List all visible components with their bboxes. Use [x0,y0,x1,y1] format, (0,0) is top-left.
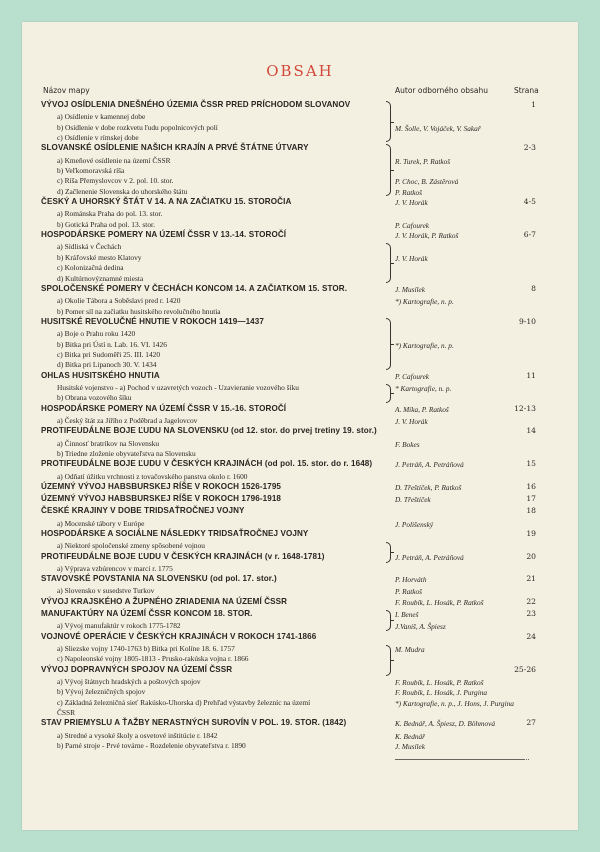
toc-subentry: b) Vývoj železničných spojov [57,687,146,697]
toc-author: I. Beneš [395,610,419,619]
toc-section-title: VÝVOJ DOPRAVNÝCH SPOJOV NA ÚZEMÍ ČSSR [41,664,233,674]
toc-section-title: PROTIFEUDÁLNE BOJE ĽUDU V ČESKÝCH KRAJINÁCH (od pol. 15. stor. do r. 1648) [41,459,373,469]
group-brace [386,318,391,370]
toc-author: J. Petráň, A. Petráňová [395,552,464,562]
toc-page-number: 27 [526,718,536,728]
toc-section-title: VOJNOVÉ OPERÁCIE V ČESKÝCH KRAJINÁCH V ROKOCH 1741-1866 [41,631,317,641]
toc-list [22,22,578,830]
toc-subentry: a) Odňatí úžitku vrchnosti z tovačovského panstva okolo r. 1600 [57,471,248,481]
toc-subentry: b) Obrana vozového šíku [57,393,132,403]
toc-section-title: ČESKÝ A UHORSKÝ ŠTÁT V 14. A NA ZAČIATKU 15. STOROČIA [41,197,292,207]
toc-subentry: c) Osídlenie v rímskej dobe [57,133,139,142]
toc-page-number: 24 [526,631,536,641]
toc-author: F. Bokes [395,439,420,449]
toc-subentry: a) Činnosť bratríkov na Slovensku [57,438,160,448]
toc-subentry: d) Kultúrnovýznamné miesta [57,273,144,283]
toc-section-title: SLOVANSKÉ OSÍDLENIE NAŠICH KRAJÍN A PRVÉ ŠTÁTNE ÚTVARY [41,143,309,153]
toc-subentry: a) Stredné a vysoké školy a osvetové inštitúcie r. 1842 [57,730,218,740]
toc-page-number: 9-10 [518,317,536,326]
header-author: Autor odborného obsahu [395,86,488,95]
toc-section-title: ÚZEMNÝ VÝVOJ HABSBURSKEJ RÍŠE V ROKOCH 1796-1918 [41,494,282,504]
toc-page-number: 14 [526,426,536,436]
toc-subentry: a) Okolie Tábora a Soběslavi pred r. 1420 [57,296,181,306]
toc-page-number: 15 [526,459,536,469]
group-brace [386,384,391,403]
toc-page-number: 22 [526,596,536,606]
toc-author: P. Cafourek [395,220,430,230]
toc-subentry: c) Ríša Přemyslovcov v 2. pol. 10. stor. [57,176,174,186]
toc-subentry: b) Bitka pri Ústí n. Lab. 16. VI. 1426 [57,339,167,349]
toc-author: *) Kartografie, n. p., J. Hons, J. Purgina [395,698,514,708]
toc-subentry: d) Začlenenie Slovenska do uhorského štátu [57,186,188,196]
toc-page-number: 6-7 [523,230,536,240]
toc-author: F. Roubík, L. Hosák, P. Ratkoš [395,677,484,687]
toc-author: D. Třeštíček, P. Ratkoš [395,483,462,492]
toc-author: F. Roubík, L. Hosák, J. Purgina [395,688,488,698]
toc-author: M. Šolle, V. Vojáček, V. Sakař [395,123,481,133]
toc-section-title: HOSPODÁRSKE POMERY NA ÚZEMÍ ČSSR V 13.-14. STOROČÍ [41,230,287,240]
toc-subentry: a) Kmeňové osídlenie na území ČSSR [57,155,171,165]
toc-subentry: a) Český štát za Jiřího z Poděbrad a Jagelovcov [57,416,198,425]
toc-page-number: 11 [526,370,536,380]
toc-author: D. Třeštíček [395,495,431,505]
toc-page-number: 4-5 [523,197,536,207]
toc-author: J. V. Horák, P. Ratkoš [395,231,459,241]
toc-section-title: VÝVOJ OSÍDLENIA DNEŠNÉHO ÚZEMIA ČSSR PRED PRÍCHODOM SLOVANOV [41,100,351,109]
toc-subentry: ČSSR [57,708,76,717]
toc-page-number: 21 [526,574,536,584]
page-title: OBSAH [266,62,334,80]
toc-subentry: a) Mocenské tábory v Európe [57,518,145,528]
group-brace [386,610,391,631]
toc-section-title: VÝVOJ KRAJSKÉHO A ŽUPNÉHO ZRIADENIA NA ÚZEMÍ ČSSR [41,596,288,606]
toc-subentry: a) Sliezske vojny 1740-1763 b) Bitka pri Kolíne 18. 6. 1757 [57,643,235,653]
toc-page-number: 20 [526,551,536,561]
toc-subentry: a) Osídlenie v kamennej dobe [57,112,146,122]
toc-subentry: a) Románska Praha do pol. 13. stor. [57,209,163,219]
toc-subentry: d) Bitka pri Lipanoch 30. V. 1434 [57,360,157,370]
toc-page-number: 8 [531,284,536,293]
toc-subentry: a) Boje o Prahu roku 1420 [57,329,136,339]
group-brace [386,243,391,283]
toc-page-number: 18 [526,506,536,516]
toc-section-title: HOSPODÁRSKE A SOCIÁLNE NÁSLEDKY TRIDSAŤROČNEJ VOJNY [41,529,309,538]
toc-author: A. Míka, P. Ratkoš [395,404,449,414]
toc-section-title: OHLAS HUSITSKÉHO HNUTIA [41,370,160,380]
toc-subentry: b) Osídlenie v dobe rozkvetu ľudu popolnicových polí [57,122,218,132]
toc-subentry: b) Parné stroje - Prvé továrne - Rozdelenie obyvateľstva r. 1890 [57,741,246,750]
toc-subentry: c) Kolonizačná dedina [57,263,124,273]
toc-author: P. Choc, B. Zástěrová [395,177,459,187]
toc-page-number: 16 [526,482,536,491]
toc-subentry: a) Sídliská v Čechách [57,242,122,252]
toc-subentry: a) Vývoj štátnych hradských a poštových spojov [57,676,201,686]
toc-subentry: b) Kráľovské mesto Klatovy [57,252,142,262]
toc-author: P. Ratkoš [395,187,423,197]
toc-author: J. Musílek [395,742,425,751]
toc-page-number: 1 [531,100,536,109]
toc-subentry: a) Niektoré spoločenské zmeny spôsobené vojnou [57,541,205,551]
toc-page-number: 25-26 [514,664,536,674]
toc-section-title: MANUFAKTÚRY NA ÚZEMÍ ČSSR KONCOM 18. STOR. [41,609,253,618]
toc-section-title: PROTIFEUDÁLNE BOJE ĽUDU NA SLOVENSKU (od 12. stor. do prvej tretiny 19. stor.) [41,426,377,436]
toc-subentry: a) Slovensko v susedstve Turkov [57,586,155,596]
toc-author: P. Ratkoš [395,587,423,597]
toc-leader-dots [477,759,524,760]
toc-author: *) Kartografie, n. p. [395,340,454,350]
toc-section-title: PROTIFEUDÁLNE BOJE ĽUDU V ČESKÝCH KRAJINÁCH (v r. 1648-1781) [41,551,325,561]
toc-section-title: ČESKÉ KRAJINY V DOBE TRIDSAŤROČNEJ VOJNY [41,506,245,516]
header-page: Strana [514,86,539,95]
toc-author: M. Mudra [395,644,425,654]
group-brace [386,645,391,676]
toc-subentry: a) Výprava vzbúrencov v marci r. 1775 [57,563,173,573]
toc-subentry: Husitské vojenstvo - a) Pochod v uzavretých vozoch - Uzavieranie vozového šíku [57,383,299,392]
toc-author: J. Musílek [395,285,425,294]
toc-page-number: 17 [526,494,536,504]
toc-author: *) Kartografie, n. p. [395,297,454,307]
toc-author: * Kartografie, n. p. [395,384,452,393]
toc-author: J. Polišenský [395,519,434,529]
toc-author: P. Cafourek [395,371,430,381]
toc-section-title: HUSITSKÉ REVOLUČNÉ HNUTIE V ROKOCH 1419—1437 [41,317,264,326]
toc-subentry: a) Vývoj manufaktúr v rokoch 1775-1782 [57,621,181,631]
toc-section-title: STAVOVSKÉ POVSTANIA NA SLOVENSKU (od pol. 17. stor.) [41,574,277,584]
toc-page-number: 23 [526,609,536,618]
toc-subentry: b) Veľkomoravská ríša [57,166,125,175]
toc-author: J. Petráň, A. Petráňová [395,460,464,470]
toc-author: K. Bednář [395,731,425,741]
toc-author: K. Bednář, A. Špiesz, D. Böhmová [395,719,495,729]
group-brace [386,101,391,142]
toc-section-title: SPOLOČENSKÉ POMERY V ČECHÁCH KONCOM 14. A ZAČIATKOM 15. STOR. [41,284,348,293]
toc-subentry: b) Triedne zloženie obyvateľstva na Slovensku [57,449,196,458]
group-brace [386,542,391,563]
toc-author: J. V. Horák [395,198,428,208]
toc-subentry: c) Napoleonské vojny 1805-1813 - Prusko-rakúska vojna r. 1866 [57,654,249,664]
toc-author: R. Turek, P. Ratkoš [395,156,451,166]
toc-subentry: b) Gotická Praha od pol. 13. stor. [57,219,155,229]
toc-subentry: c) Bitka pri Sudoměři 25. III. 1420 [57,350,161,359]
toc-author: J. V. Horák [395,253,428,263]
toc-page-number: 2-3 [523,143,536,153]
toc-section-title: STAV PRIEMYSLU A ŤAŽBY NERASTNÝCH SUROVÍN V POL. 19. STOR. (1842) [41,718,347,728]
toc-subentry: b) Pomer síl na začiatku husitského revolučného hnutia [57,306,221,316]
group-brace [386,144,391,196]
toc-page-number: 12-13 [514,403,536,413]
toc-page-number: 19 [526,529,536,538]
toc-author: F. Roubík, L. Hosák, P. Ratkoš [395,597,484,607]
toc-author: P. Horváth [395,575,427,585]
toc-section-title: HOSPODÁRSKE POMERY NA ÚZEMÍ ČSSR V 15.-16. STOROČÍ [41,403,287,413]
toc-author: J.Vaniš, A. Špiesz [395,622,446,632]
header-map-name: Názov mapy [43,86,90,95]
toc-page [22,22,578,830]
toc-subentry: c) Základná železničná sieť Rakúsko-Uhorska d) Prehľad výstavby železníc na území [57,697,311,707]
toc-author: J. V. Horák [395,417,428,426]
toc-section-title: ÚZEMNÝ VÝVOJ HABSBURSKEJ RÍŠE V ROKOCH 1526-1795 [41,482,282,491]
